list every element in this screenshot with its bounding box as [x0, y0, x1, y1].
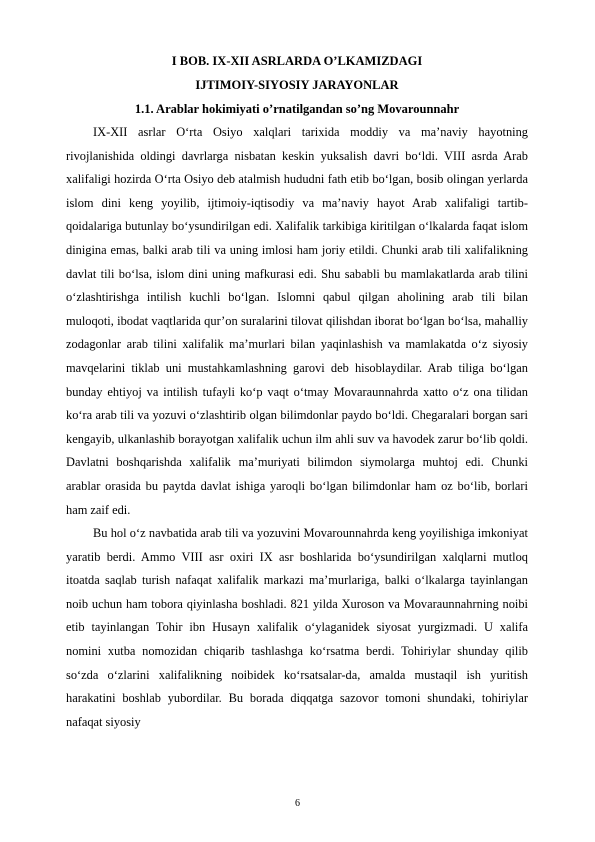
- page-number: 6: [295, 798, 300, 809]
- paragraph-1: IX-XII asrlar O‘rta Osiyo xalqlari tarixida moddiy va ma’naviy hayotning rivojlanishida oldingi davrlarga nisbatan keskin yuksalish davri bo‘ldi. VIII asrda Arab xalifaligi hozirda O‘rta Osiyo deb atalmish hududni fath etib bo‘lgan, bosib olingan yerlarda islom dini keng yoyilib, ijtimoiy-iqtisodiy va ma’naviy hayot Arab xalifaligi tartib-qoidalariga butunlay bo‘ysundirilgan edi. Xalifalik tarkibiga kiritilgan o‘lkalarda faqat islom dinigina emas, balki arab tili va uning imlosi ham joriy etildi. Chunki arab tili xalifalikning davlat tili bo‘lsa, islom dini uning mafkurasi edi. Shu sababli bu mamlakatlarda arab tilini o‘zlashtirishga intilish kuchli bo‘lgan. Islomni qabul qilgan aholining arab tili bilan muloqoti, ibodat vaqtlarida qur’on suralarini tilovat qilishdan iborat bo‘lgan bo‘lsa, mahalliy zodagonlar arab tilini xalifalik ma’murlari bilan yaqinlashish va mamlakatda o‘z siyosiy mavqelarini tiklab uni mustahkamlashning garovi deb hisoblaydilar. Arab tiliga bo‘lgan bunday ehtiyoj va intilish tufayli ko‘p vaqt o‘tmay Movaraunnahrda xatto o‘z ona tilidan ko‘ra arab tili va yozuvi o‘zlashtirib olgan bilimdonlar paydo bo‘ldi. Chegaralari borgan sari kengayib, ulkanlashib borayotgan xalifalik uchun ilm ahli suv va havodek zarur bo‘lib qoldi. Davlatni boshqarishda xalifalik ma’muriyati bilimdon siymolarga muhtoj edi. Chunki arablar orasida bu paytda davlat ishiga yaroqli bo‘lgan bilimdonlar ham oz bo‘lib, borlari ham zaif edi.: [66, 125, 528, 517]
- paragraph-2: Bu hol o‘z navbatida arab tili va yozuvini Movarounnahrda keng yoyilishiga imkoniyat yaratib berdi. Ammo VIII asr oxiri IX asr boshlarida bo‘ysundirilgan xalqlarni mutloq itoatda saqlab turish nafaqat xalifalik markazi ma’murlariga, balki o‘lkalarga tayinlangan noib uchun ham tobora qiyinlasha boshladi. 821 yilda Xuroson va Movaraunnahrning noibi etib tayinlangan Tohir ibn Husayn xalifalik o‘ylaganidek siyosat yurgizmadi. U xalifa nomini xutba nomozidan chiqarib tashlashga ko‘rsatma berdi. Tohiriylar shunday qilib so‘zda o‘zlarini xalifalikning noibidek ko‘rsatsalar-da, amalda mustaqil ish yuritish harakatini boshlab yubordilar. Bu borada diqqatga sazovor tomoni shundaki, tohiriylar nafaqat siyosiy: [66, 526, 528, 729]
- body-text: [66, 121, 528, 734]
- chapter-heading-line-2: IJTIMOIY-SIYOSIY JARAYONLAR: [195, 78, 399, 92]
- chapter-heading-line-1: I BOB. IX-XII ASRLARDA O’LKAMIZDAGI: [171, 54, 423, 68]
- section-title: 1.1. Arablar hokimiyati o’rnatilgandan so’ng Movarounnahr: [134, 102, 460, 116]
